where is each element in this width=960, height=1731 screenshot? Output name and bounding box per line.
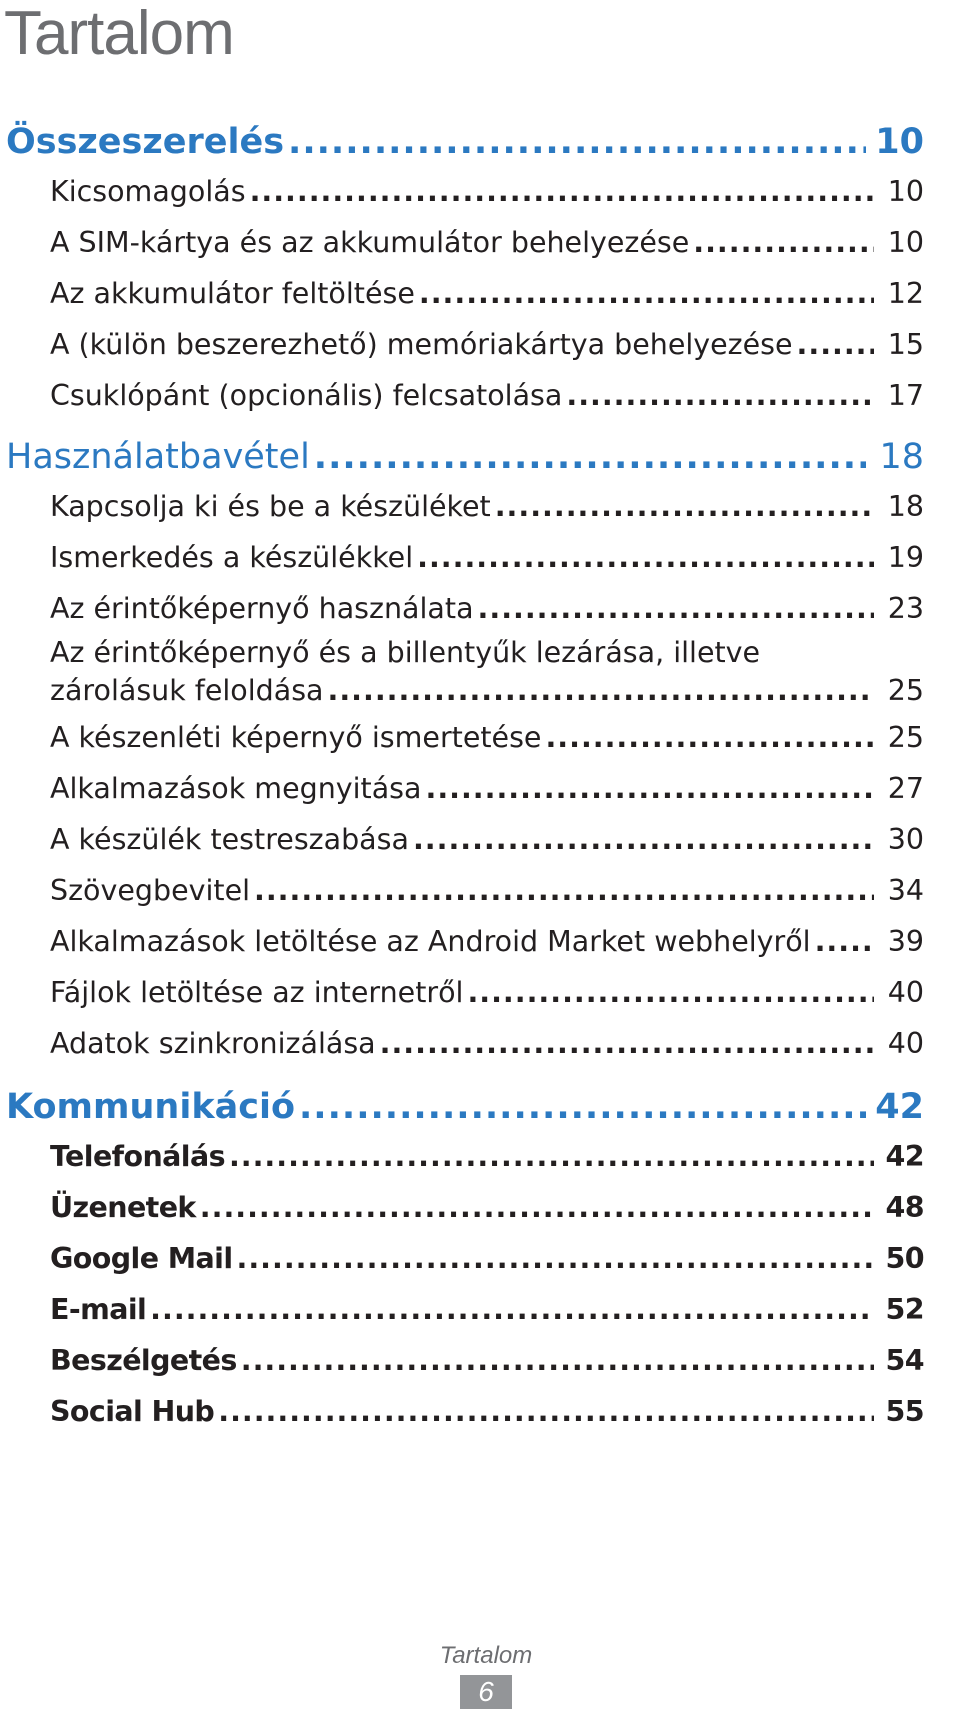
section-page-number: 10 bbox=[875, 122, 924, 162]
toc-entry[interactable] bbox=[50, 319, 924, 370]
entry-title: Az érintőképernyő használata bbox=[50, 592, 474, 625]
dot-leader bbox=[380, 1018, 874, 1069]
entry-title: Csuklópánt (opcionális) felcsatolása bbox=[50, 379, 563, 412]
toc-section-heading[interactable] bbox=[6, 1083, 924, 1131]
dot-leader bbox=[693, 217, 874, 268]
entry-page-number: 39 bbox=[887, 925, 924, 958]
entry-page-number: 50 bbox=[885, 1242, 924, 1275]
entry-title: Szövegbevitel bbox=[50, 874, 251, 907]
toc-entry-multiline[interactable] bbox=[50, 634, 924, 712]
dot-leader bbox=[426, 763, 875, 814]
dot-leader bbox=[467, 967, 874, 1018]
dot-leader bbox=[254, 865, 874, 916]
toc-entry[interactable] bbox=[50, 1018, 924, 1069]
dot-leader bbox=[815, 916, 874, 967]
entry-page-number: 40 bbox=[887, 1027, 924, 1060]
toc-entry[interactable] bbox=[50, 1131, 924, 1182]
page-title: Tartalom bbox=[4, 0, 234, 68]
dot-leader bbox=[797, 319, 874, 370]
entry-title: Telefonálás bbox=[50, 1140, 225, 1173]
entry-title: Kapcsolja ki és be a készüléket bbox=[50, 490, 491, 523]
toc-section-heading[interactable] bbox=[6, 433, 924, 481]
dot-leader bbox=[413, 814, 874, 865]
toc-entry[interactable] bbox=[50, 532, 924, 583]
dot-leader bbox=[241, 1335, 874, 1386]
section-title: Kommunikáció bbox=[6, 1087, 296, 1127]
toc-entry[interactable] bbox=[50, 865, 924, 916]
toc-entry[interactable] bbox=[50, 166, 924, 217]
entry-page-number: 25 bbox=[887, 674, 924, 707]
entry-page-number: 55 bbox=[885, 1395, 924, 1428]
dot-leader bbox=[200, 1182, 874, 1233]
toc-section-kommunikacio bbox=[0, 1083, 960, 1437]
entry-title-line-1: Az érintőképernyő és a billentyűk lezárása, illetve bbox=[50, 636, 761, 669]
dot-leader bbox=[314, 433, 866, 481]
page-footer bbox=[436, 1641, 536, 1709]
section-page-number: 18 bbox=[879, 437, 924, 477]
entry-title: E-mail bbox=[50, 1293, 147, 1326]
entry-page-number: 25 bbox=[887, 721, 924, 754]
entry-title: Ismerkedés a készülékkel bbox=[50, 541, 414, 574]
dot-leader bbox=[229, 1131, 874, 1182]
toc-entry[interactable] bbox=[50, 1284, 924, 1335]
toc-entry[interactable] bbox=[50, 967, 924, 1018]
entry-title: Adatok szinkronizálása bbox=[50, 1027, 376, 1060]
page-number: 6 bbox=[460, 1675, 512, 1709]
entry-page-number: 15 bbox=[887, 328, 924, 361]
dot-leader bbox=[218, 1386, 874, 1437]
dot-leader bbox=[545, 712, 874, 763]
entry-page-number: 34 bbox=[887, 874, 924, 907]
entry-page-number: 40 bbox=[887, 976, 924, 1009]
entry-page-number: 27 bbox=[887, 772, 924, 805]
entry-page-number: 18 bbox=[887, 490, 924, 523]
toc-entry[interactable] bbox=[50, 268, 924, 319]
dot-leader bbox=[150, 1284, 874, 1335]
dot-leader bbox=[495, 481, 874, 532]
entry-page-number: 19 bbox=[887, 541, 924, 574]
entry-title: A készülék testreszabása bbox=[50, 823, 409, 856]
entry-title: Google Mail bbox=[50, 1242, 233, 1275]
entry-title-line-2: zárolásuk feloldása bbox=[50, 674, 324, 707]
dot-leader bbox=[237, 1233, 874, 1284]
toc-entry[interactable] bbox=[50, 217, 924, 268]
entry-page-number: 10 bbox=[887, 175, 924, 208]
entry-title: Beszélgetés bbox=[50, 1344, 237, 1377]
toc-entry[interactable] bbox=[50, 814, 924, 865]
entry-title: Alkalmazások letöltése az Android Market webhelyről bbox=[50, 925, 811, 958]
toc-entry[interactable] bbox=[50, 712, 924, 763]
entry-title: Kicsomagolás bbox=[50, 175, 246, 208]
toc-entry[interactable] bbox=[50, 916, 924, 967]
toc-section-hasznalatbavetel bbox=[0, 433, 960, 1069]
entry-title: Social Hub bbox=[50, 1395, 215, 1428]
toc-entry[interactable] bbox=[50, 1335, 924, 1386]
toc-entry[interactable] bbox=[50, 370, 924, 421]
toc-entry[interactable] bbox=[50, 481, 924, 532]
entry-page-number: 17 bbox=[887, 379, 924, 412]
dot-leader bbox=[328, 672, 874, 710]
entry-title-line-2-row bbox=[50, 672, 924, 712]
table-of-contents bbox=[0, 118, 960, 1437]
footer-label: Tartalom bbox=[439, 1642, 533, 1669]
dot-leader bbox=[299, 1083, 866, 1131]
entry-page-number: 23 bbox=[887, 592, 924, 625]
entry-page-number: 48 bbox=[885, 1191, 924, 1224]
dot-leader bbox=[288, 118, 866, 166]
entry-title: A készenléti képernyő ismertetése bbox=[50, 721, 542, 754]
entry-title: Fájlok letöltése az internetről bbox=[50, 976, 464, 1009]
entry-title: Az akkumulátor feltöltése bbox=[50, 277, 415, 310]
entry-title: A SIM-kártya és az akkumulátor behelyezése bbox=[50, 226, 690, 259]
dot-leader bbox=[419, 268, 874, 319]
entry-page-number: 12 bbox=[887, 277, 924, 310]
entry-page-number: 54 bbox=[885, 1344, 924, 1377]
section-title: Használatbavétel bbox=[6, 437, 310, 477]
dot-leader bbox=[250, 166, 874, 217]
toc-entry[interactable] bbox=[50, 763, 924, 814]
toc-section-heading[interactable] bbox=[6, 118, 924, 166]
entry-title: Üzenetek bbox=[50, 1191, 196, 1224]
section-page-number: 42 bbox=[875, 1087, 924, 1127]
entry-page-number: 42 bbox=[885, 1140, 924, 1173]
toc-entry[interactable] bbox=[50, 1386, 924, 1437]
dot-leader bbox=[566, 370, 874, 421]
entry-page-number: 10 bbox=[887, 226, 924, 259]
entry-title: Alkalmazások megnyitása bbox=[50, 772, 422, 805]
entry-page-number: 30 bbox=[887, 823, 924, 856]
entry-page-number: 52 bbox=[885, 1293, 924, 1326]
entry-title: A (külön beszerezhető) memóriakártya behelyezése bbox=[50, 328, 793, 361]
toc-entry[interactable] bbox=[50, 1182, 924, 1233]
toc-entry[interactable] bbox=[50, 1233, 924, 1284]
toc-section-osszeszereles bbox=[0, 118, 960, 421]
toc-entry[interactable] bbox=[50, 583, 924, 634]
dot-leader bbox=[478, 583, 874, 634]
dot-leader bbox=[417, 532, 874, 583]
section-title: Összeszerelés bbox=[6, 122, 285, 162]
